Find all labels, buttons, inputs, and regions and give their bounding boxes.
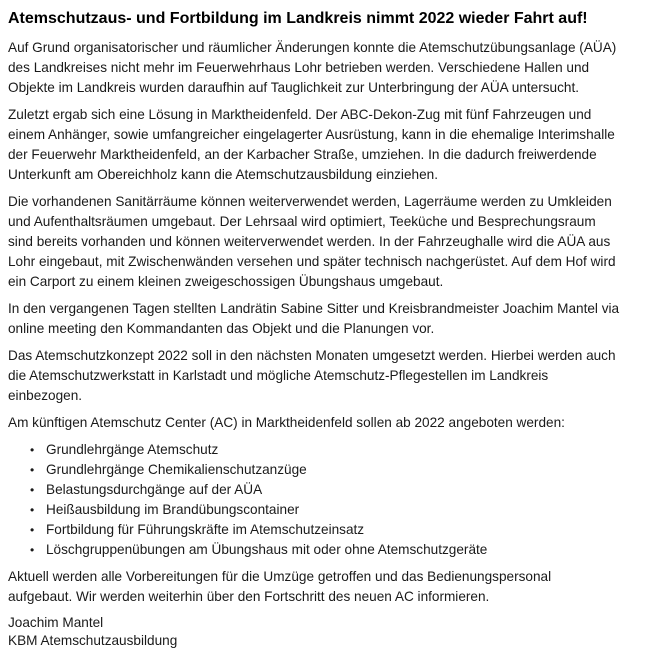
paragraph-5 bbox=[8, 346, 640, 406]
list-item-text: Belastungsdurchgänge auf der AÜA bbox=[46, 482, 263, 497]
text-line: und Aufenthaltsräumen umgebaut. Der Lehrsaal wird optimiert, Teeküche und Besprechungsraum bbox=[8, 214, 596, 229]
list-item bbox=[8, 460, 640, 480]
bullet-icon: • bbox=[30, 463, 35, 477]
paragraph-1 bbox=[8, 38, 640, 98]
text-line: Am künftigen Atemschutz Center (AC) in Marktheidenfeld sollen ab 2022 angeboten werden: bbox=[8, 415, 565, 430]
text-line: einbezogen. bbox=[8, 388, 83, 403]
bullet-icon: • bbox=[30, 443, 35, 457]
list-item bbox=[8, 520, 640, 540]
signature-role: KBM Atemschutzausbildung bbox=[8, 633, 178, 648]
offer-list bbox=[8, 440, 640, 560]
list-item-text: Fortbildung für Führungskräfte im Atemschutzeinsatz bbox=[46, 522, 365, 537]
text-line: Objekte im Landkreis wurden daraufhin auf Tauglichkeit zur Unterbringung der AÜA untersucht. bbox=[8, 80, 580, 95]
text-line: Aktuell werden alle Vorbereitungen für die Umzüge getroffen und das Bedienungspersonal bbox=[8, 569, 552, 584]
signature-name: Joachim Mantel bbox=[8, 615, 104, 630]
text-line: Die vorhandenen Sanitärräume können weiterverwendet werden, Lagerräume werden zu Umkleiden bbox=[8, 194, 612, 209]
text-line: sind bereits vorhanden und können weiterverwendet werden. In der Fahrzeughalle wird die AÜA aus bbox=[8, 234, 611, 249]
list-item-text: Grundlehrgänge Atemschutz bbox=[46, 442, 219, 457]
text-line: ein Carport zu einem kleinen zweigeschossigen Übungshaus umgebaut. bbox=[8, 274, 444, 289]
paragraph-3 bbox=[8, 192, 640, 292]
text-line: Unterkunft am Obereichholz kann die Atemschutzausbildung einziehen. bbox=[8, 167, 438, 182]
paragraph-list-intro bbox=[8, 413, 640, 433]
list-item bbox=[8, 500, 640, 520]
text-line: einem Anhänger, sowie umfangreicher eingelagerter Ausrüstung, kann in die ehemalige Interimshalle bbox=[8, 127, 615, 142]
text-line: Zuletzt ergab sich eine Lösung in Marktheidenfeld. Der ABC-Dekon-Zug mit fünf Fahrzeugen und bbox=[8, 107, 592, 122]
bullet-icon: • bbox=[30, 543, 35, 557]
bullet-icon: • bbox=[30, 523, 35, 537]
list-item bbox=[8, 480, 640, 500]
text-line: In den vergangenen Tagen stellten Landrätin Sabine Sitter und Kreisbrandmeister Joachim Mantel via bbox=[8, 301, 620, 316]
page-title: Atemschutzaus- und Fortbildung im Landkreis nimmt 2022 wieder Fahrt auf! bbox=[8, 10, 588, 27]
bullet-icon: • bbox=[30, 483, 35, 497]
list-item bbox=[8, 540, 640, 560]
bullet-icon: • bbox=[30, 503, 35, 517]
list-item-text: Löschgruppenübungen am Übungshaus mit oder ohne Atemschutzgeräte bbox=[46, 542, 488, 557]
list-item bbox=[8, 440, 640, 460]
text-line: der Feuerwehr Marktheidenfeld, an der Karbacher Straße, umziehen. In die dadurch freiwerdende bbox=[8, 147, 597, 162]
text-line: die Atemschutzwerkstatt in Karlstadt und mögliche Atemschutz-Pflegestellen im Landkreis bbox=[8, 368, 549, 383]
list-item-text: Heißausbildung im Brandübungscontainer bbox=[46, 502, 300, 517]
text-line: des Landkreises nicht mehr im Feuerwehrhaus Lohr betrieben werden. Verschiedene Hallen und bbox=[8, 60, 590, 75]
text-line: Auf Grund organisatorischer und räumlicher Änderungen konnte die Atemschutzübungsanlage (AÜA) bbox=[8, 40, 617, 55]
paragraph-2 bbox=[8, 105, 640, 185]
signature-block bbox=[8, 614, 640, 650]
paragraph-closing bbox=[8, 567, 640, 607]
text-line: Das Atemschutzkonzept 2022 soll in den nächsten Monaten umgesetzt werden. Hierbei werden auch bbox=[8, 348, 616, 363]
paragraph-4 bbox=[8, 299, 640, 339]
text-line: Lohr eingebaut, mit Zwischenwänden versehen und später technisch nachgerüstet. Auf dem Hof wird bbox=[8, 254, 616, 269]
text-line: online meeting den Kommandanten das Objekt und die Planungen vor. bbox=[8, 321, 435, 336]
text-line: aufgebaut. Wir werden weiterhin über den Fortschritt des neuen AC informieren. bbox=[8, 589, 490, 604]
list-item-text: Grundlehrgänge Chemikalienschutzanzüge bbox=[46, 462, 307, 477]
